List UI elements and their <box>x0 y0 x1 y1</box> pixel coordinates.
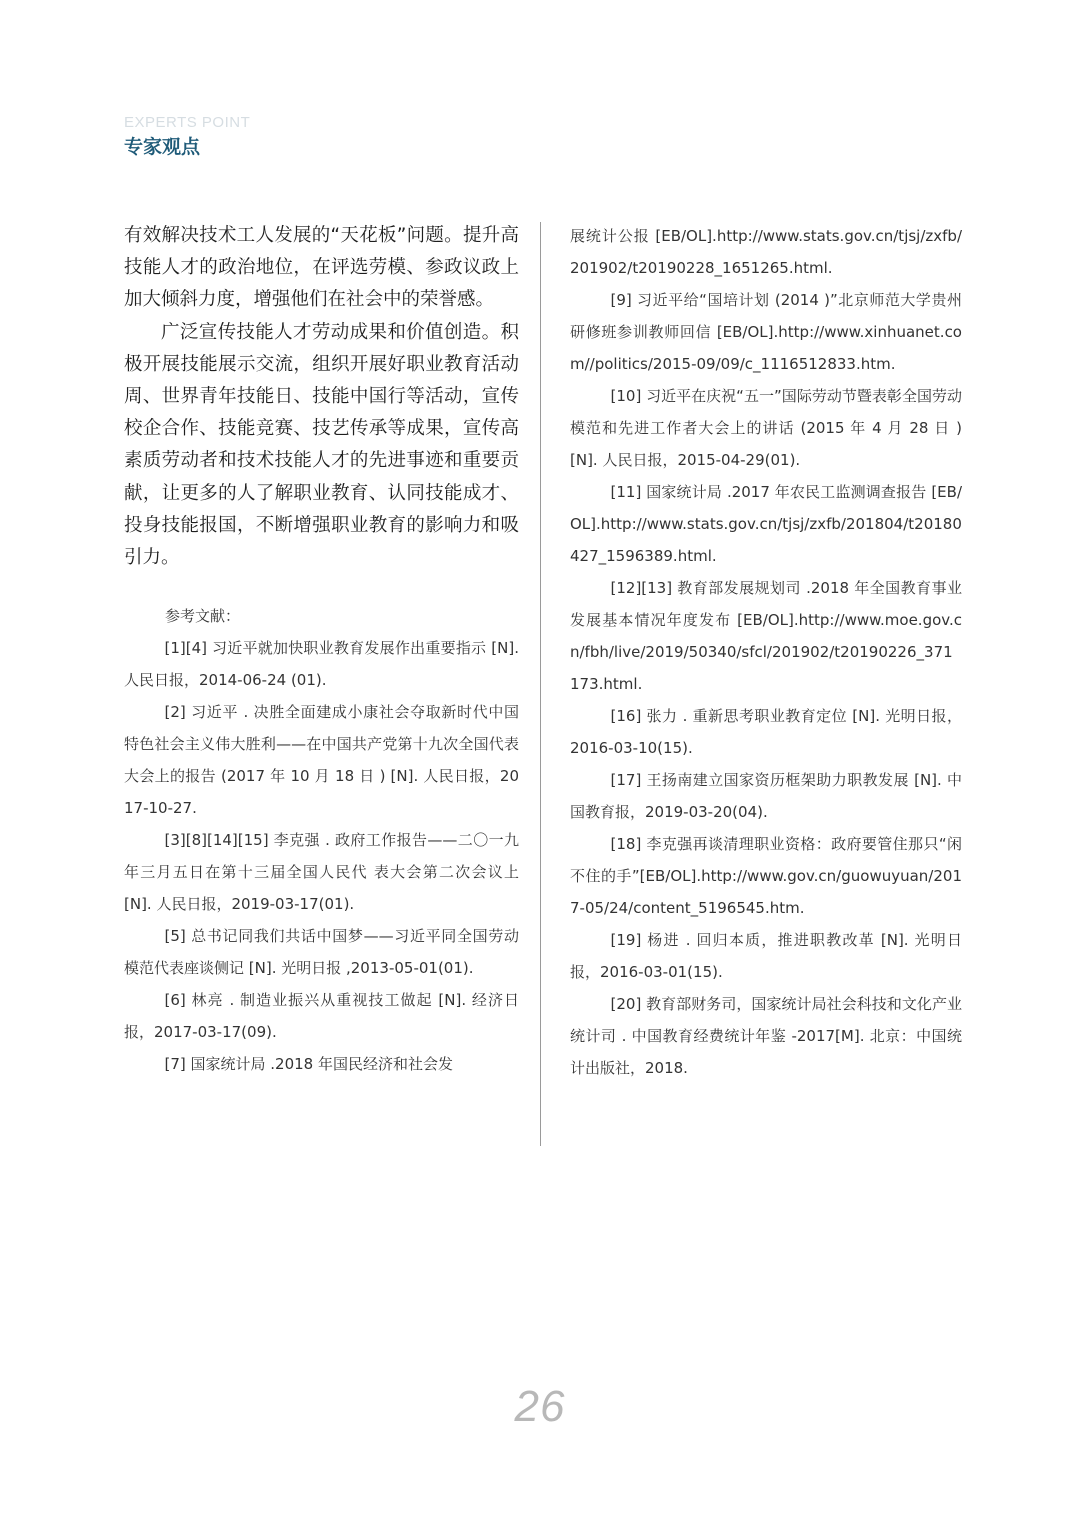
right-column <box>570 220 962 1084</box>
section-label-en: EXPERTS POINT <box>124 114 251 131</box>
reference-item: [20] 教育部财务司，国家统计局社会科技和文化产业统计司 . 中国教育经费统计年鉴 -2017[M]. 北京：中国统计出版社，2018. <box>570 995 962 1077</box>
reference-item: [5] 总书记同我们共话中国梦——习近平同全国劳动模范代表座谈侧记 [N]. 光明日报 ,2013-05-01(01). <box>124 927 519 978</box>
reference-item: [12][13] 教育部发展规划司 .2018 年全国教育事业发展基本情况年度发布 [EB/OL].http://www.moe.gov.cn/fbh/live/2019/50340/sfcl/201902/t20190226_371173.html. <box>570 579 962 693</box>
reference-item: [10] 习近平在庆祝“五一”国际劳动节暨表彰全国劳动模范和先进工作者大会上的讲话 (2015 年 4 月 28 日 )[N]. 人民日报，2015-04-29(01). <box>570 387 962 469</box>
left-column <box>124 220 519 1080</box>
body-paragraph: 广泛宣传技能人才劳动成果和价值创造。积极开展技能展示交流，组织开展好职业教育活动周、世界青年技能日、技能中国行等活动，宣传校企合作、技能竞赛、技艺传承等成果，宣传高素质劳动者和技术技能人才的先进事迹和重要贡献，让更多的人了解职业教育、认同技能成才、投身技能报国，不断增强职业教育的影响力和吸引力。 <box>124 321 519 569</box>
reference-item: [9] 习近平给“国培计划 (2014 )”北京师范大学贵州研修班参训教师回信 [EB/OL].http://www.xinhuanet.com//politics/2015-09/09/c_1116512833.htm. <box>570 291 962 373</box>
reference-item: [16] 张力 . 重新思考职业教育定位 [N]. 光明日报，2016-03-10(15). <box>570 707 962 757</box>
section-label-cn: 专家观点 <box>124 136 201 158</box>
section-header <box>124 114 250 160</box>
reference-item: [1][4] 习近平就加快职业教育发展作出重要指示 [N]. 人民日报，2014-06-24 (01). <box>124 639 519 690</box>
column-divider <box>540 222 541 1146</box>
reference-item: 展统计公报 [EB/OL].http://www.stats.gov.cn/tjsj/zxfb/201902/t20190228_1651265.html. <box>570 227 962 277</box>
reference-item: [2] 习近平 . 决胜全面建成小康社会夺取新时代中国特色社会主义伟大胜利——在中国共产党第十九次全国代表大会上的报告 (2017 年 10 月 18 日 ) [N]. 人民日报，2017-10-27. <box>124 703 519 818</box>
reference-item: [19] 杨进 . 回归本质，推进职教改革 [N]. 光明日报，2016-03-01(15). <box>570 931 962 981</box>
reference-item: [3][8][14][15] 李克强 . 政府工作报告——二〇一九年三月五日在第十三届全国人民代 表大会第二次会议上 [N]. 人民日报，2019-03-17(01). <box>124 831 519 914</box>
reference-item: [6] 林亮 . 制造业振兴从重视技工做起 [N]. 经济日报，2017-03-17(09). <box>124 991 519 1042</box>
references-title: 参考文献： <box>165 607 241 626</box>
reference-item: [17] 王扬南建立国家资历框架助力职教发展 [N]. 中国教育报，2019-03-20(04). <box>570 771 962 821</box>
reference-item: [7] 国家统计局 .2018 年国民经济和社会发 <box>164 1055 453 1074</box>
reference-item: [11] 国家统计局 .2017 年农民工监测调查报告 [EB/OL].http://www.stats.gov.cn/tjsj/zxfb/201804/t20180427_1596389.html. <box>570 483 962 565</box>
page-number: 26 <box>514 1382 566 1431</box>
body-paragraph: 有效解决技术工人发展的“天花板”问题。提升高技能人才的政治地位，在评选劳模、参政议政上加大倾斜力度，增强他们在社会中的荣誉感。 <box>124 225 519 311</box>
reference-item: [18] 李克强再谈清理职业资格：政府要管住那只“闲不住的手”[EB/OL].http://www.gov.cn/guowuyuan/2017-05/24/content_5196545.htm. <box>570 835 962 917</box>
